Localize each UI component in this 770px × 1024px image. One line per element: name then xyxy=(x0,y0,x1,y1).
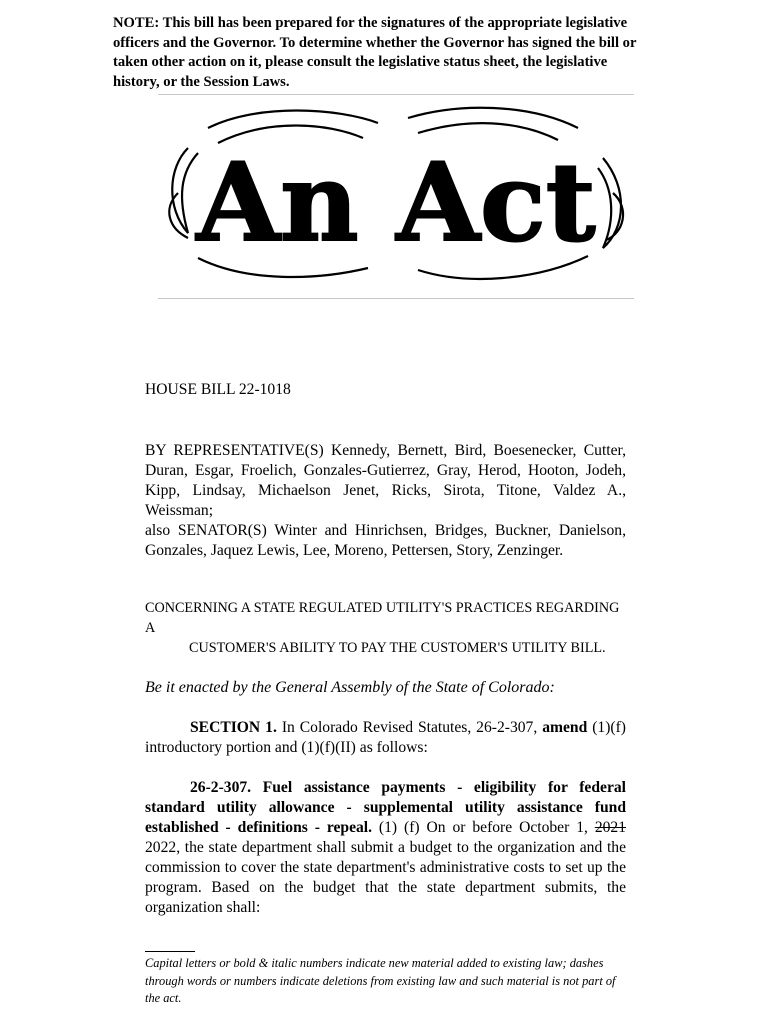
bill-title-line-2: CUSTOMER'S ABILITY TO PAY THE CUSTOMER'S UTILITY BILL. xyxy=(189,640,606,656)
struck-year: 2021 xyxy=(594,819,626,836)
header-rule-top xyxy=(158,94,634,95)
sponsors xyxy=(145,441,626,561)
enacting-clause: Be it enacted by the General Assembly of the State of Colorado: xyxy=(145,679,555,696)
header-rule-bottom xyxy=(158,298,634,299)
section-1-amend: amend xyxy=(542,719,588,736)
representatives-list: BY REPRESENTATIVE(S) Kennedy, Bernett, Bird, Boesenecker, Cutter, Duran, Esgar, Froelich, Gonzales-Gutierrez, Gray, Herod, Hooton, Jodeh, Kipp, Lindsay, Michaelson Jenet, Ricks, Sirota, Titone, Valdez A., Weissman; xyxy=(145,442,626,519)
an-act-logo-text: An Act xyxy=(196,140,596,266)
statute-text-b: 2022, the state department shall submit a budget to the organization and the commission to cover the state department's administrative costs to set up the program. Based on the budget that the state department submits, the organization shall: xyxy=(145,839,626,916)
bill-title-line-1: CONCERNING A STATE REGULATED UTILITY'S PRACTICES REGARDING A xyxy=(145,600,620,636)
section-1 xyxy=(145,718,626,758)
senators-list: also SENATOR(S) Winter and Hinrichsen, Bridges, Buckner, Danielson, Gonzales, Jaquez Lewis, Lee, Moreno, Pettersen, Story, Zenzinger. xyxy=(145,522,626,559)
footnote: Capital letters or bold & italic numbers indicate new material added to existing law; dashes through words or numbers indicate deletions from existing law and such material is not part of the act. xyxy=(145,956,616,1005)
statute-heading: 26-2-307. Fuel assistance payments - eligibility for federal standard utility allowance - supplemental utility assistance fund established - definitions - repeal. xyxy=(145,779,626,836)
statute-text-a: (1) (f) On or before October 1, xyxy=(372,819,595,836)
section-1-text-b: (1)(f) introductory portion and (1)(f)(II) as follows: xyxy=(145,719,626,756)
statute-26-2-307 xyxy=(145,778,626,918)
bill-title xyxy=(145,598,626,658)
bill-number: HOUSE BILL 22-1018 xyxy=(145,381,291,398)
footnote-rule xyxy=(145,951,195,952)
section-1-heading: SECTION 1. xyxy=(190,719,277,736)
section-1-text-a: In Colorado Revised Statutes, 26-2-307, xyxy=(276,719,543,736)
an-act-logo xyxy=(158,98,634,294)
signature-note: NOTE: This bill has been prepared for the signatures of the appropriate legislative officers and the Governor. To determine whether the Governor has signed the bill or taken other action on it, please consult the legislative status sheet, the legislative history, or the Session Laws. xyxy=(113,15,637,90)
